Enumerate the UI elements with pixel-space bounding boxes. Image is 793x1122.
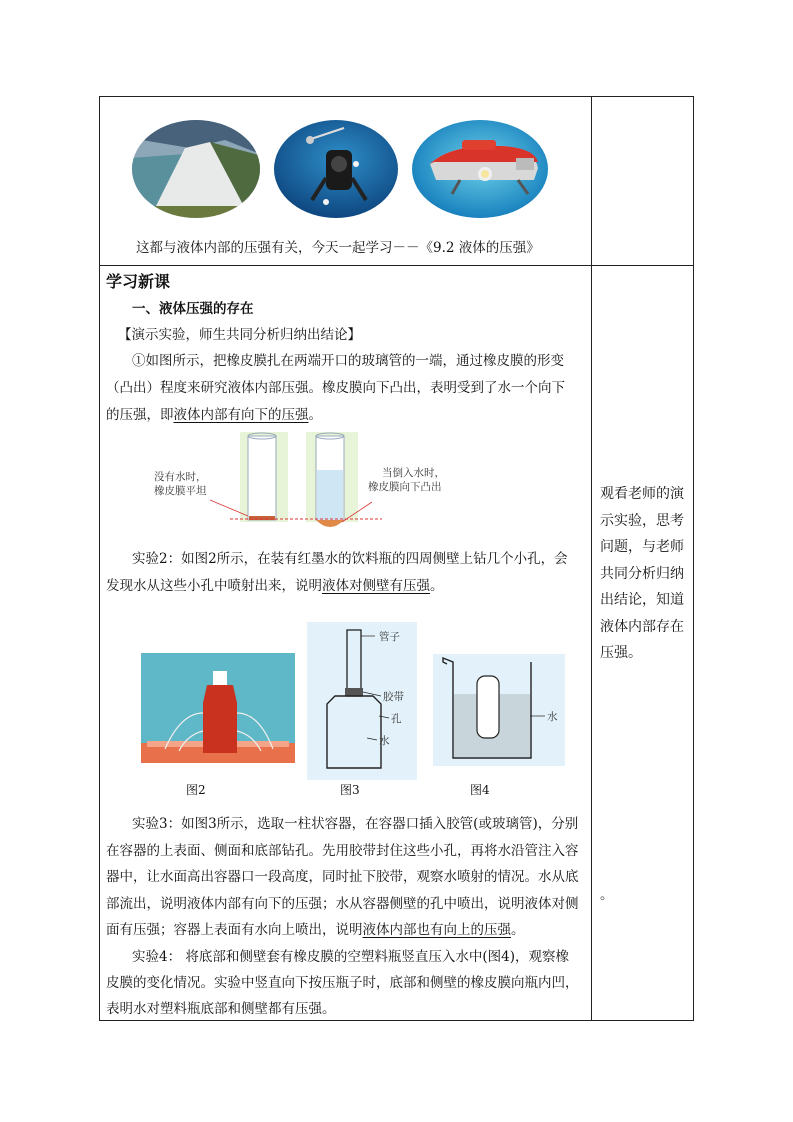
fig1-left-label-2: 橡皮膜平坦 xyxy=(154,485,207,497)
exp3-line3: 器中，让水面高出容器口一段高度，同时扯下胶带，观察水喷射的情况。水从底 xyxy=(106,869,579,885)
conclusion-downward-pressure: 液体内部有向下的压强 xyxy=(173,407,309,423)
intro-photos xyxy=(130,118,550,220)
row-divider xyxy=(99,265,694,266)
exp4-line2: 皮膜的变化情况。实验中竖直向下按压瓶子时，底部和侧壁的橡皮膜向瓶内凹， xyxy=(106,975,579,991)
dam-photo xyxy=(130,118,270,220)
fig3-tape-label: 胶带 xyxy=(383,691,404,703)
exp4-line3: 表明水对塑料瓶底部和侧壁都有压强。 xyxy=(106,1001,336,1017)
column-divider xyxy=(591,96,592,1021)
demo-label: 【演示实验，师生共同分析归纳出结论】 xyxy=(118,327,361,343)
fig1-left-label-1: 没有水时， xyxy=(154,471,207,483)
fig1-right-label-1: 当倒入水时， xyxy=(382,467,445,479)
exp1-line3: 的压强，即液体内部有向下的压强。 xyxy=(106,407,322,423)
exp3-line1: 实验3：如图3所示，选取一柱状容器，在容器口插入胶管(或玻璃管)，分别 xyxy=(132,816,579,832)
exp3-line4: 部流出，说明液体内部有向下的压强；水从容器侧壁的孔中喷出，说明液体对侧 xyxy=(106,896,579,912)
fig1-right-label-2: 橡皮膜向下凸出 xyxy=(368,481,442,493)
exp1-line2: （凸出）程度来研究液体内部压强。橡皮膜向下凸出，表明受到了水一个向下 xyxy=(106,380,565,396)
fig3-hole-label: 孔 xyxy=(391,713,402,725)
side-dot: 。 xyxy=(600,887,614,903)
glass-tube-figure xyxy=(150,430,480,534)
exp1-line1: ①如图所示，把橡皮膜扎在两端开口的玻璃管的一端，通过橡皮膜的形变 xyxy=(132,353,564,369)
fig3-water-label: 水 xyxy=(379,735,390,747)
submersible-photo xyxy=(412,118,550,220)
exp3-line5: 面有压强；容器上表面有水向上喷出，说明液体内部也有向上的压强。 xyxy=(106,922,525,938)
intro-text: 这都与液体内部的压强有关，今天一起学习－－《9.2 液体的压强》 xyxy=(136,240,540,256)
section-subheading: 一、液体压强的存在 xyxy=(132,301,254,317)
fig3-tube-label: 管子 xyxy=(379,631,400,643)
conclusion-side-pressure: 液体对侧壁有压强 xyxy=(322,578,430,594)
figure-3-caption: 图3 xyxy=(340,783,360,797)
figure-2-bottle xyxy=(141,653,295,763)
fig4-water-label: 水 xyxy=(547,711,558,723)
student-activity: 观看老师的演示实验，思考问题，与老师共同分析归纳出结论，知道液体内部存在压强。 xyxy=(600,486,684,661)
section-heading: 学习新课 xyxy=(106,272,171,291)
exp4-line1: 实验4： 将底部和侧壁套有橡皮膜的空塑料瓶竖直压入水中(图4)，观察橡 xyxy=(132,949,570,965)
figure-2-caption: 图2 xyxy=(186,783,206,797)
exp2-line1: 实验2：如图2所示，在装有红墨水的饮料瓶的四周侧壁上钻几个小孔，会 xyxy=(132,551,568,567)
diver-photo xyxy=(270,118,410,220)
conclusion-upward-pressure: 液体内部也有向上的压强 xyxy=(362,922,511,938)
figure-4-caption: 图4 xyxy=(470,783,490,797)
exp2-line2: 发现水从这些小孔中喷射出来，说明液体对侧壁有压强。 xyxy=(106,578,444,594)
figure-3-container xyxy=(307,622,417,780)
exp3-line2: 在容器的上表面、侧面和底部钻孔。先用胶带封住这些小孔，再将水沿管注入容 xyxy=(106,843,579,859)
figure-4-beaker xyxy=(433,654,565,766)
